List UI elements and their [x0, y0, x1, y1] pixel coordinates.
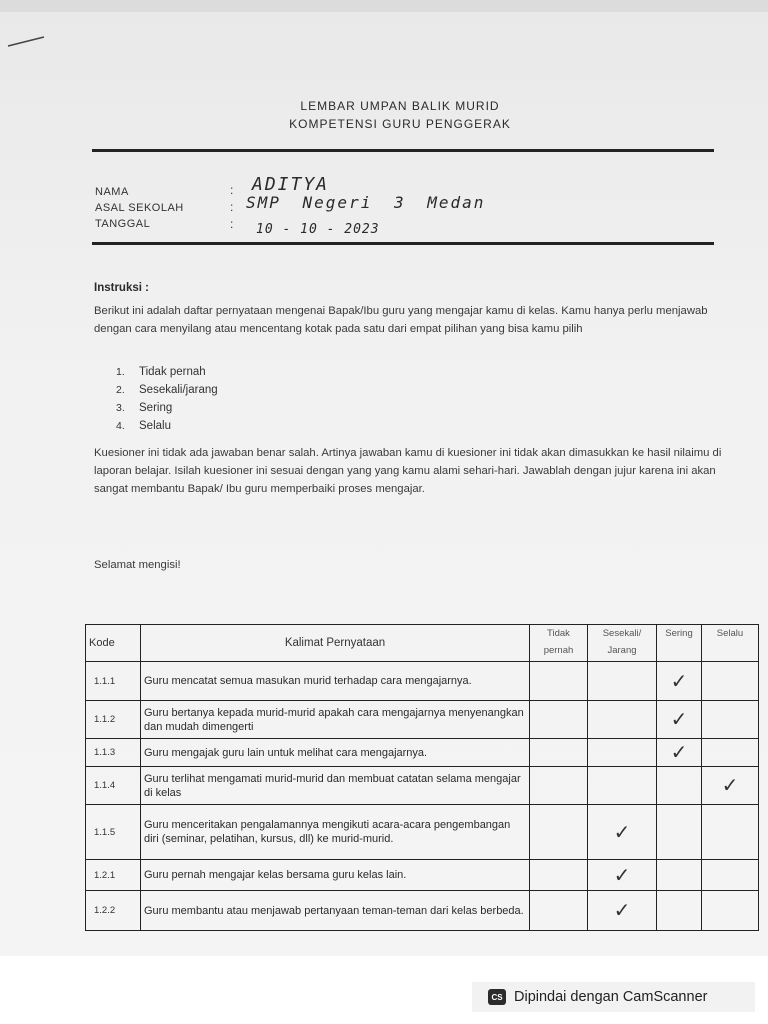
answer-checkbox[interactable] [702, 701, 759, 739]
answer-checkbox[interactable] [702, 860, 759, 891]
divider-top [92, 149, 714, 152]
answer-options-list [116, 366, 218, 438]
checkmark-icon: ✓ [613, 900, 631, 922]
col-header-sesekali: Sesekali/ Jarang [588, 625, 657, 662]
camscanner-logo-icon: CS [488, 989, 506, 1005]
label-asal-sekolah: ASAL SEKOLAH [95, 202, 184, 214]
colon: : [230, 217, 234, 231]
table-row: 1.2.2 Guru membantu atau menjawab pertanyaan teman-teman dari kelas berbeda. ✓ [86, 891, 759, 931]
date-field-handwritten[interactable]: 10 - 10 - 2023 [256, 222, 380, 237]
answer-checkbox[interactable] [530, 662, 588, 701]
table-row: 1.1.4 Guru terlihat mengamati murid-murid dan membuat catatan selama mengajar di kelas ✓ [86, 767, 759, 805]
answer-checkbox[interactable] [588, 891, 657, 931]
divider-bottom [92, 242, 714, 245]
col-header-selalu: Selalu [702, 625, 759, 662]
answer-checkbox[interactable] [530, 860, 588, 891]
checkmark-icon: ✓ [670, 670, 688, 693]
instructions-heading: Instruksi : [94, 282, 149, 294]
answer-checkbox[interactable] [530, 739, 588, 767]
camscanner-watermark [472, 982, 755, 1012]
answer-checkbox[interactable] [530, 805, 588, 860]
pen-mark-icon [6, 34, 46, 48]
answer-checkbox[interactable] [657, 805, 702, 860]
instructions-paragraph: Berikut ini adalah daftar pernyataan mengenai Bapak/Ibu guru yang mengajar kamu di kelas. Kamu hanya perlu menjawab dengan cara menyilang atau mencentang kotak pada satu dari empat pilihan yang bisa kamu pilih [94, 305, 708, 335]
answer-checkbox[interactable] [530, 891, 588, 931]
label-tanggal: TANGGAL [95, 218, 151, 230]
form-subtitle: KOMPETENSI GURU PENGGERAK [289, 117, 511, 131]
answer-checkbox[interactable] [588, 701, 657, 739]
table-row: 1.1.1 Guru mencatat semua masukan murid terhadap cara mengajarnya. ✓ [86, 662, 759, 701]
answer-checkbox[interactable] [657, 662, 702, 701]
col-header-sering: Sering [657, 625, 702, 662]
col-header-tidak-pernah: Tidak pernah [530, 625, 588, 662]
answer-checkbox[interactable] [702, 891, 759, 931]
answer-checkbox[interactable] [588, 662, 657, 701]
answer-checkbox[interactable] [657, 701, 702, 739]
list-item: 3. Sering [116, 402, 173, 414]
answer-checkbox[interactable] [702, 767, 759, 805]
list-item: 4. Selalu [116, 420, 171, 432]
name-field-handwritten[interactable]: ADITYA [252, 174, 330, 195]
answer-checkbox[interactable] [657, 860, 702, 891]
list-item: 1. Tidak pernah [116, 366, 206, 378]
label-nama: NAMA [95, 186, 129, 198]
answer-checkbox[interactable] [530, 767, 588, 805]
answer-checkbox[interactable] [530, 701, 588, 739]
answer-checkbox[interactable] [702, 739, 759, 767]
answer-checkbox[interactable] [702, 805, 759, 860]
table-row: 1.2.1 Guru pernah mengajar kelas bersama guru kelas lain. ✓ [86, 860, 759, 891]
answer-checkbox[interactable] [657, 891, 702, 931]
checkmark-icon: ✓ [613, 821, 631, 844]
form-title: LEMBAR UMPAN BALIK MURID [300, 99, 500, 113]
colon: : [230, 200, 234, 214]
table-row: 1.1.5 Guru menceritakan pengalamannya mengikuti acara-acara pengembangan diri (seminar, pelatihan, kursus, dll) ke murid-murid. ✓ [86, 805, 759, 860]
checkmark-icon: ✓ [670, 709, 688, 731]
col-header-kode: Kode [86, 625, 141, 662]
answer-checkbox[interactable] [702, 662, 759, 701]
list-item: 2. Sesekali/jarang [116, 384, 218, 396]
colon: : [230, 183, 234, 197]
feedback-table [85, 624, 759, 931]
checkmark-icon: ✓ [721, 775, 739, 797]
closing-text: Selamat mengisi! [94, 559, 181, 571]
answer-checkbox[interactable] [588, 805, 657, 860]
answer-checkbox[interactable] [657, 739, 702, 767]
answer-checkbox[interactable] [657, 767, 702, 805]
questionnaire-note: Kuesioner ini tidak ada jawaban benar salah. Artinya jawaban kamu di kuesioner ini tidak akan dimasukkan ke hasil nilaimu di laporan belajar. Isilah kuesioner ini sesuai dengan yang yang kamu alami sehari-hari. Jawablah dengan jujur karena ini akan sangat membantu Bapak/ Ibu guru memperbaiki proses mengajar. [94, 447, 722, 495]
camscanner-text: Dipindai dengan CamScanner [514, 989, 708, 1005]
answer-checkbox[interactable] [588, 860, 657, 891]
checkmark-icon: ✓ [670, 742, 688, 764]
col-header-kalimat: Kalimat Pernyataan [141, 625, 530, 662]
table-row: 1.1.2 Guru bertanya kepada murid-murid apakah cara mengajarnya menyenangkan dan mudah dimengerti ✓ [86, 701, 759, 739]
answer-checkbox[interactable] [588, 739, 657, 767]
checkmark-icon: ✓ [613, 864, 631, 887]
answer-checkbox[interactable] [588, 767, 657, 805]
table-row: 1.1.3 Guru mengajak guru lain untuk melihat cara mengajarnya. ✓ [86, 739, 759, 767]
school-field-handwritten[interactable]: SMP Negeri 3 Medan [246, 193, 486, 212]
